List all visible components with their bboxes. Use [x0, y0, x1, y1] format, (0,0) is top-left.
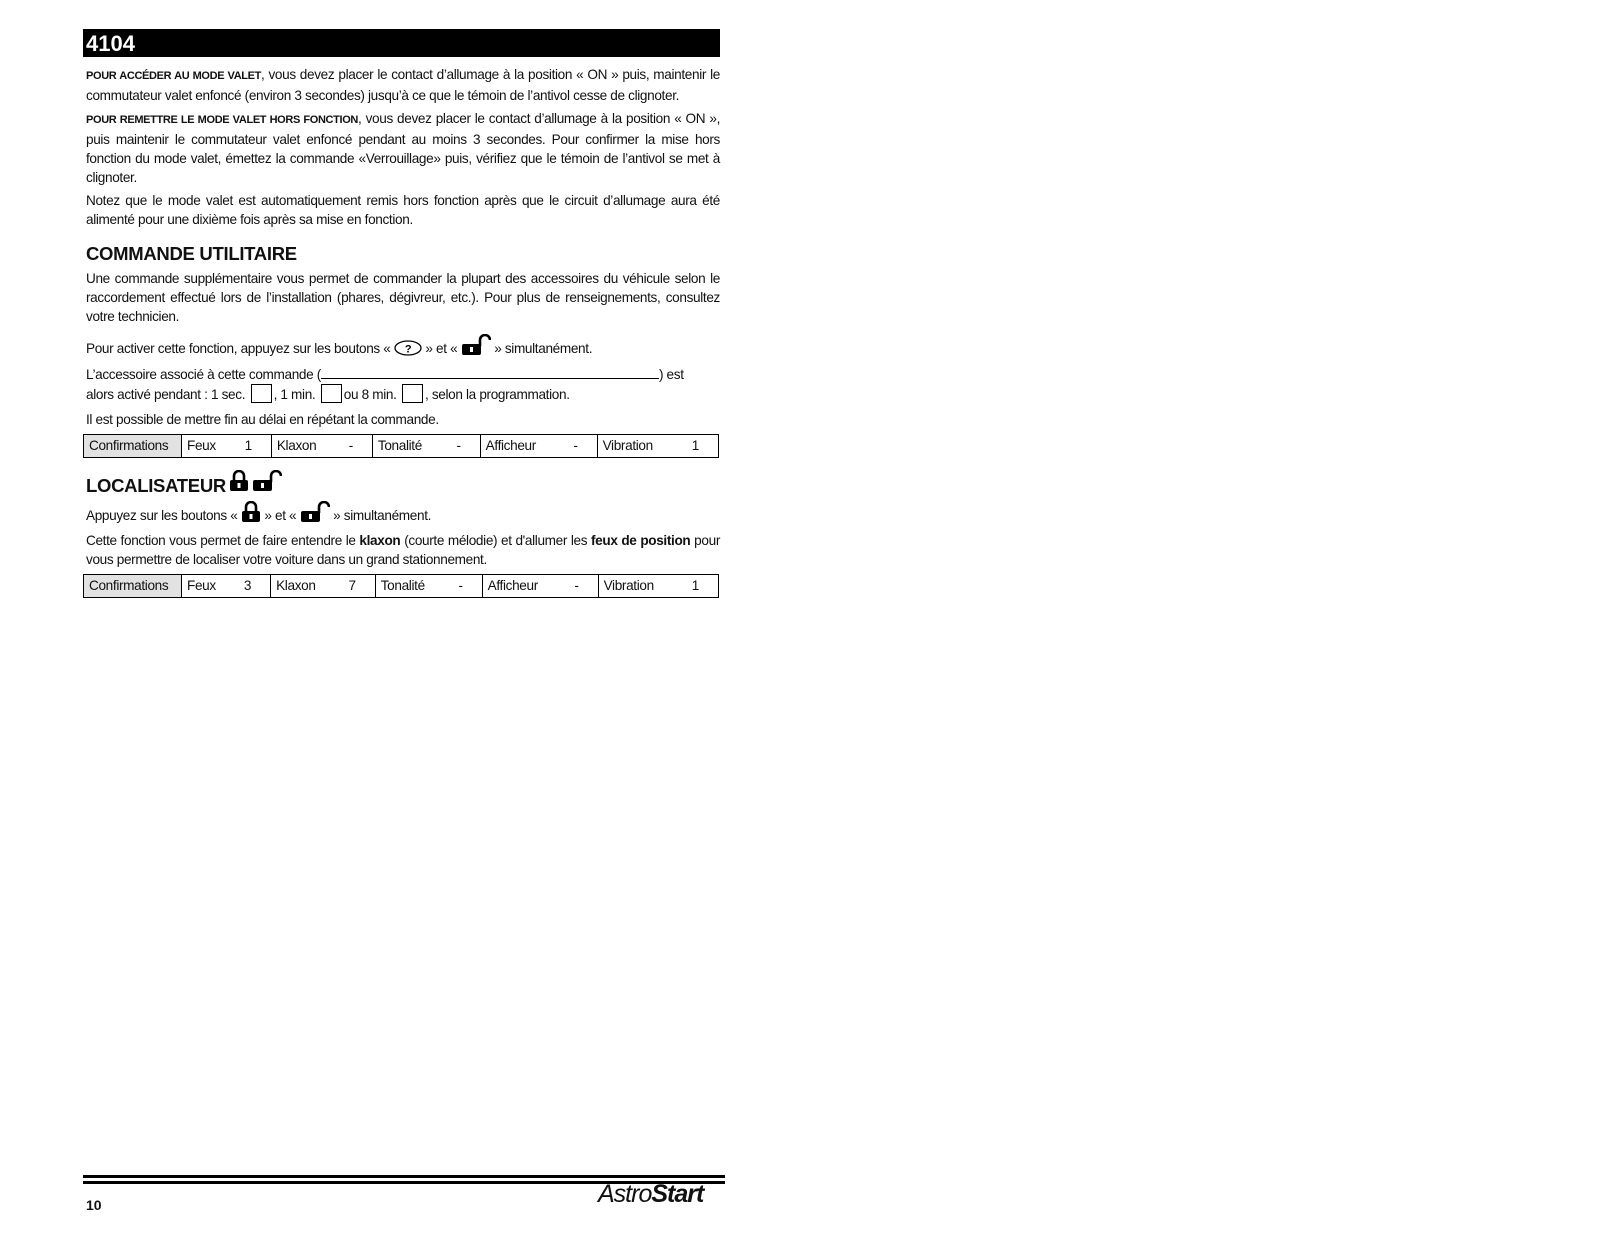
conf-label: Confirmations: [84, 575, 182, 598]
conf-vibration: Vibration 1: [597, 435, 718, 458]
conf-klaxon: Klaxon -: [271, 435, 372, 458]
checkbox-1sec[interactable]: [251, 384, 272, 403]
activate-pre: Pour activer cette fonction, appuyez sur les boutons «: [86, 341, 391, 356]
table-row: [84, 435, 719, 458]
checkbox-1min[interactable]: [321, 384, 342, 403]
activate-post: » simultanément.: [494, 341, 593, 356]
utilitaire-end: Il est possible de mettre fin au délai en répétant la commande.: [86, 412, 439, 427]
utilitaire-activate: [83, 334, 720, 361]
conf-feux: Feux 3: [182, 575, 271, 598]
table-row: [84, 575, 719, 598]
conf-tonalite: Tonalité -: [372, 435, 480, 458]
svg-text:?: ?: [404, 343, 412, 356]
press-pre: Appuyez sur les boutons «: [86, 508, 238, 523]
checkbox-8min[interactable]: [402, 384, 423, 403]
localisateur-description: Cette fonction vous permet de faire entendre le klaxon (courte mélodie) et d'allumer les feux de position pour vous permettre de localiser votre voiture dans un grand stationnement.: [86, 533, 720, 567]
valet-body-1: , vous devez placer le contact d’allumage à la position « ON » puis, maintenir le commutateur valet enfoncé (environ 3 secondes) jusqu’à ce que le témoin de l’antivol cesse de clignoter.: [86, 67, 720, 103]
unlock-icon: [461, 334, 491, 361]
press-mid: » et «: [264, 508, 297, 523]
acc-post: ) est: [658, 367, 684, 382]
valet-lead-2: POUR REMETTRE LE MODE VALET HORS FONCTION: [86, 114, 359, 126]
acc-1min: , 1 min.: [273, 387, 316, 402]
activate-mid: » et «: [425, 341, 458, 356]
valet-paragraph-1: [83, 65, 720, 105]
acc-1sec: alors activé pendant : 1 sec.: [86, 387, 246, 402]
valet-paragraph-2: [83, 109, 720, 187]
accessoire-line: [83, 365, 720, 404]
unlock-icon: [300, 501, 330, 528]
acc-end: , selon la programmation.: [424, 387, 570, 402]
press-post: » simultanément.: [333, 508, 432, 523]
conf-feux: Feux 1: [182, 435, 272, 458]
acc-8min: ou 8 min.: [343, 387, 397, 402]
question-button-icon: [394, 340, 422, 361]
unlock-icon: [252, 470, 282, 497]
utilitaire-paragraph-1: Une commande supplémentaire vous permet de commander la plupart des accessoires du véhicule selon le raccordement effectué lors de l’installation (phares, dégivreur, etc.). Pour plus de renseignements, consultez votre technicien.: [86, 271, 720, 324]
lock-icon: [241, 501, 261, 528]
lock-icon: [229, 470, 249, 497]
section-title-localisateur: [86, 470, 720, 497]
conf-vibration: Vibration 1: [598, 575, 718, 598]
model-header: 4104: [83, 29, 720, 57]
page-number: 10: [86, 1197, 102, 1213]
acc-pre: L’accessoire associé à cette commande (: [86, 367, 321, 382]
brand-logo: AstroStart: [598, 1180, 704, 1208]
valet-lead-1: POUR ACCÉDER AU MODE VALET: [86, 70, 262, 82]
localisateur-title-text: LOCALISATEUR: [86, 475, 226, 496]
valet-paragraph-3: Notez que le mode valet est automatiquement remis hors fonction après que le circuit d’allumage aura été alimenté pour une dixième fois après sa mise en fonction.: [86, 193, 720, 227]
conf-afficheur: Afficheur -: [480, 435, 597, 458]
footer-line-top: [83, 1175, 725, 1178]
conf-afficheur: Afficheur -: [482, 575, 598, 598]
page-column: [83, 29, 720, 598]
conf-tonalite: Tonalité -: [375, 575, 482, 598]
conf-label: Confirmations: [84, 435, 182, 458]
section-title-utilitaire: COMMANDE UTILITAIRE: [86, 243, 297, 264]
confirmations-table-utilitaire: [83, 434, 719, 458]
confirmations-table-localisateur: [83, 574, 719, 598]
accessoire-blank-line: [321, 366, 659, 379]
conf-klaxon: Klaxon 7: [271, 575, 376, 598]
localisateur-press: [83, 501, 720, 528]
valet-body-2: , vous devez placer le contact d’allumage à la position « ON », puis maintenir le commutateur valet enfoncé pendant au moins 3 secondes. Pour confirmer la mise hors fonction du mode valet, émettez la commande «Verrouillage» puis, vérifiez que le témoin de l’antivol se met à clignoter.: [86, 111, 720, 185]
